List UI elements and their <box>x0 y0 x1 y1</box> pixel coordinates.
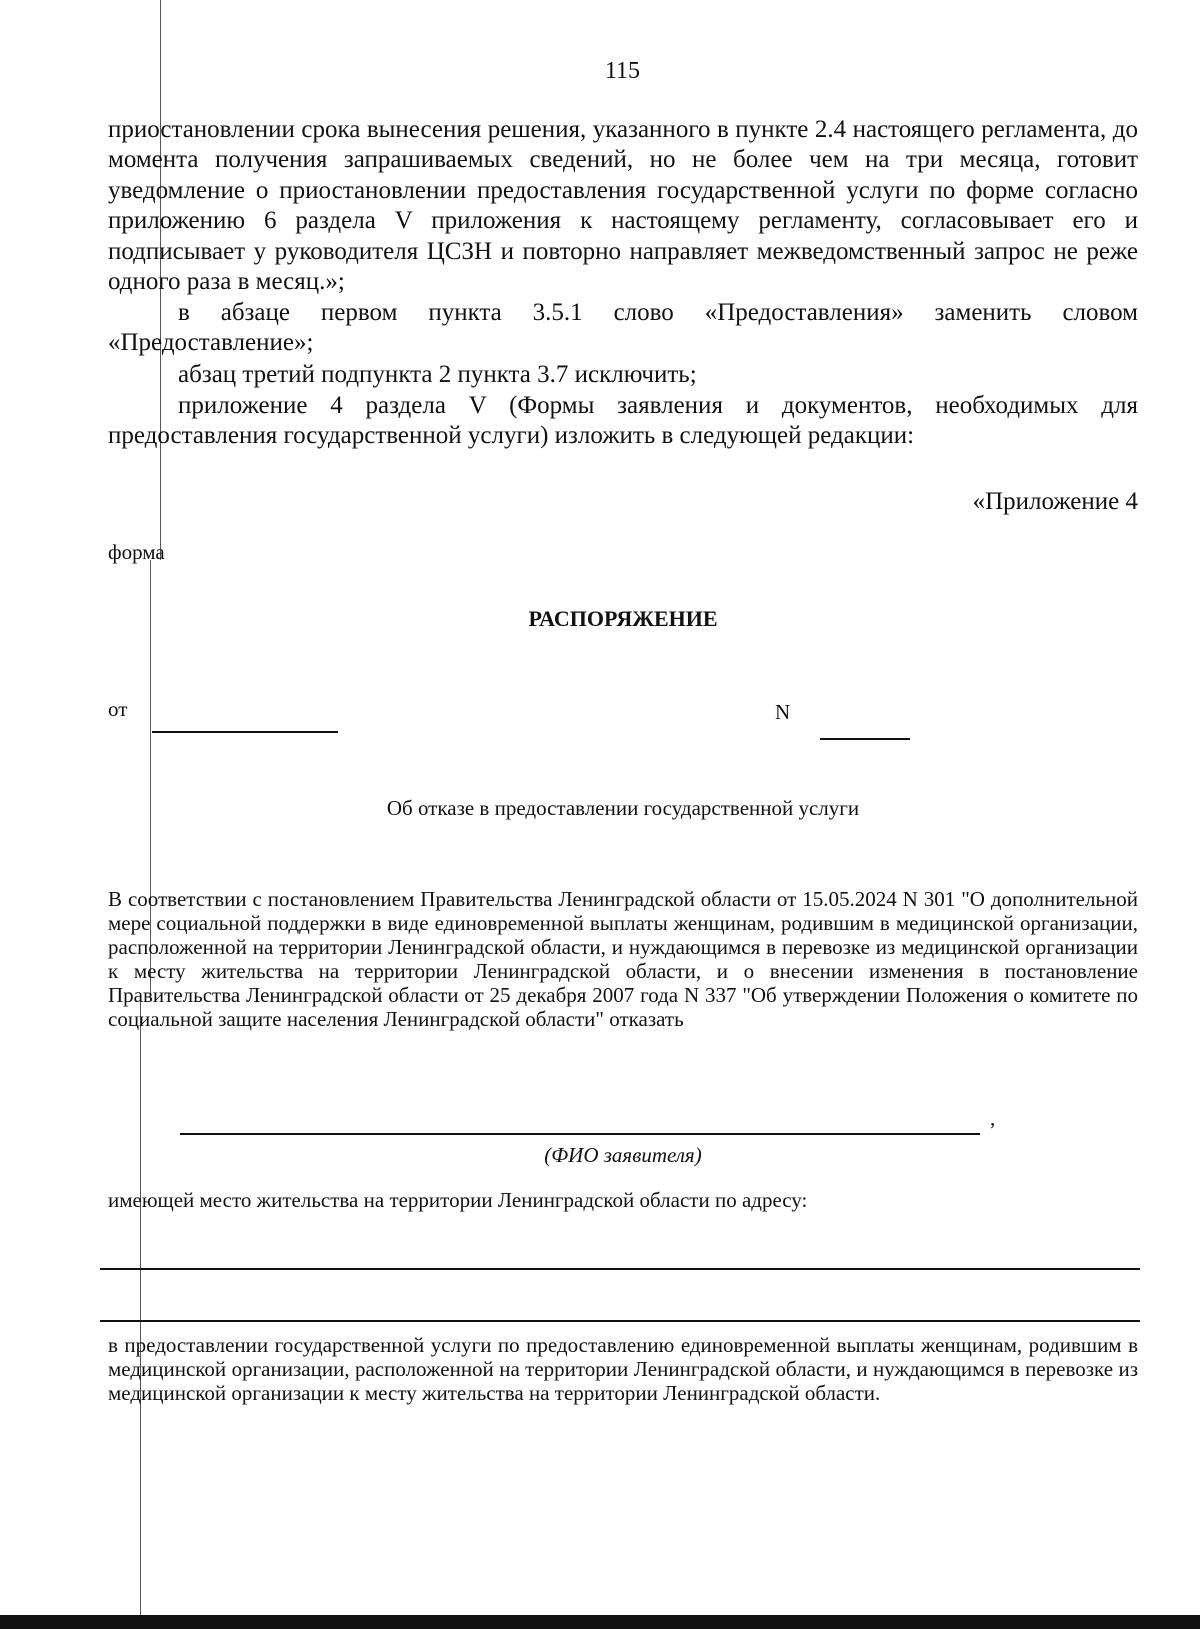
intro-paragraph-1: приостановлении срока вынесения решения, указанного в пункте 2.4 настоящего регламента, до момента получения запрашиваемых сведений, но не более чем на три месяца, готовит уведомление о приостановлении предоставления государственной услуги по форме согласно приложению 6 раздела V приложения к настоящему регламенту, согласовывает его и подписывает у руководителя ЦСЗН и повторно направляет межведомственный запрос не реже одного раза в месяц.»; <box>108 116 1138 296</box>
scan-bottom-edge <box>0 1615 1200 1629</box>
body-paragraph-1: В соответствии с постановлением Правительства Ленинградской области от 15.05.2024 N 301 "О дополнительной мере социальной поддержки в виде единовременной выплаты женщинам, родившим в медицинской организации, расположенной на территории Ленинградской области, и нуждающимся в перевозке из медицинской организации к месту жительства на территории Ленинградской области, и о внесении изменения в постановление Правительства Ленинградской области от 25 декабря 2007 года N 337 "Об утверждении Положения о комитете по социальной защите населения Ленинградской области" отказать <box>108 887 1138 1031</box>
fio-comma: , <box>990 1106 996 1130</box>
page-number: 115 <box>604 58 641 84</box>
fio-underline <box>180 1133 980 1135</box>
scan-artifact-vertical-line <box>140 1000 141 1615</box>
address-line: имеющей место жительства на территории Ленинградской области по адресу: <box>108 1188 808 1212</box>
fio-caption: (ФИО заявителя) <box>544 1143 702 1167</box>
address-underline-2 <box>100 1320 1140 1322</box>
intro-paragraph-2: в абзаце первом пункта 3.5.1 слово «Предоставления» заменить словом «Предоставление»; <box>108 299 1138 357</box>
date-prefix: от <box>108 697 128 721</box>
appendix-label: «Приложение 4 <box>972 488 1138 515</box>
address-underline-1 <box>100 1268 1140 1270</box>
form-label: форма <box>108 540 165 564</box>
intro-paragraph-3: абзац третий подпункта 2 пункта 3.7 исключить; <box>178 361 697 388</box>
number-underline <box>820 738 910 740</box>
document-heading: РАСПОРЯЖЕНИЕ <box>528 606 718 631</box>
intro-paragraph-4: приложение 4 раздела V (Формы заявления и документов, необходимых для предоставления государственной услуги) изложить в следующей редакции: <box>108 392 1138 450</box>
subject-line: Об отказе в предоставлении государственной услуги <box>386 796 860 820</box>
body-paragraph-2: в предоставлении государственной услуги по предоставлению единовременной выплаты женщинам, родившим в медицинской организации, расположенной на территории Ленинградской области, и нуждающимся в перевозке из медицинской организации к месту жительства на территории Ленинградской области. <box>108 1333 1138 1405</box>
date-underline <box>152 731 338 733</box>
number-prefix: N <box>775 700 791 724</box>
